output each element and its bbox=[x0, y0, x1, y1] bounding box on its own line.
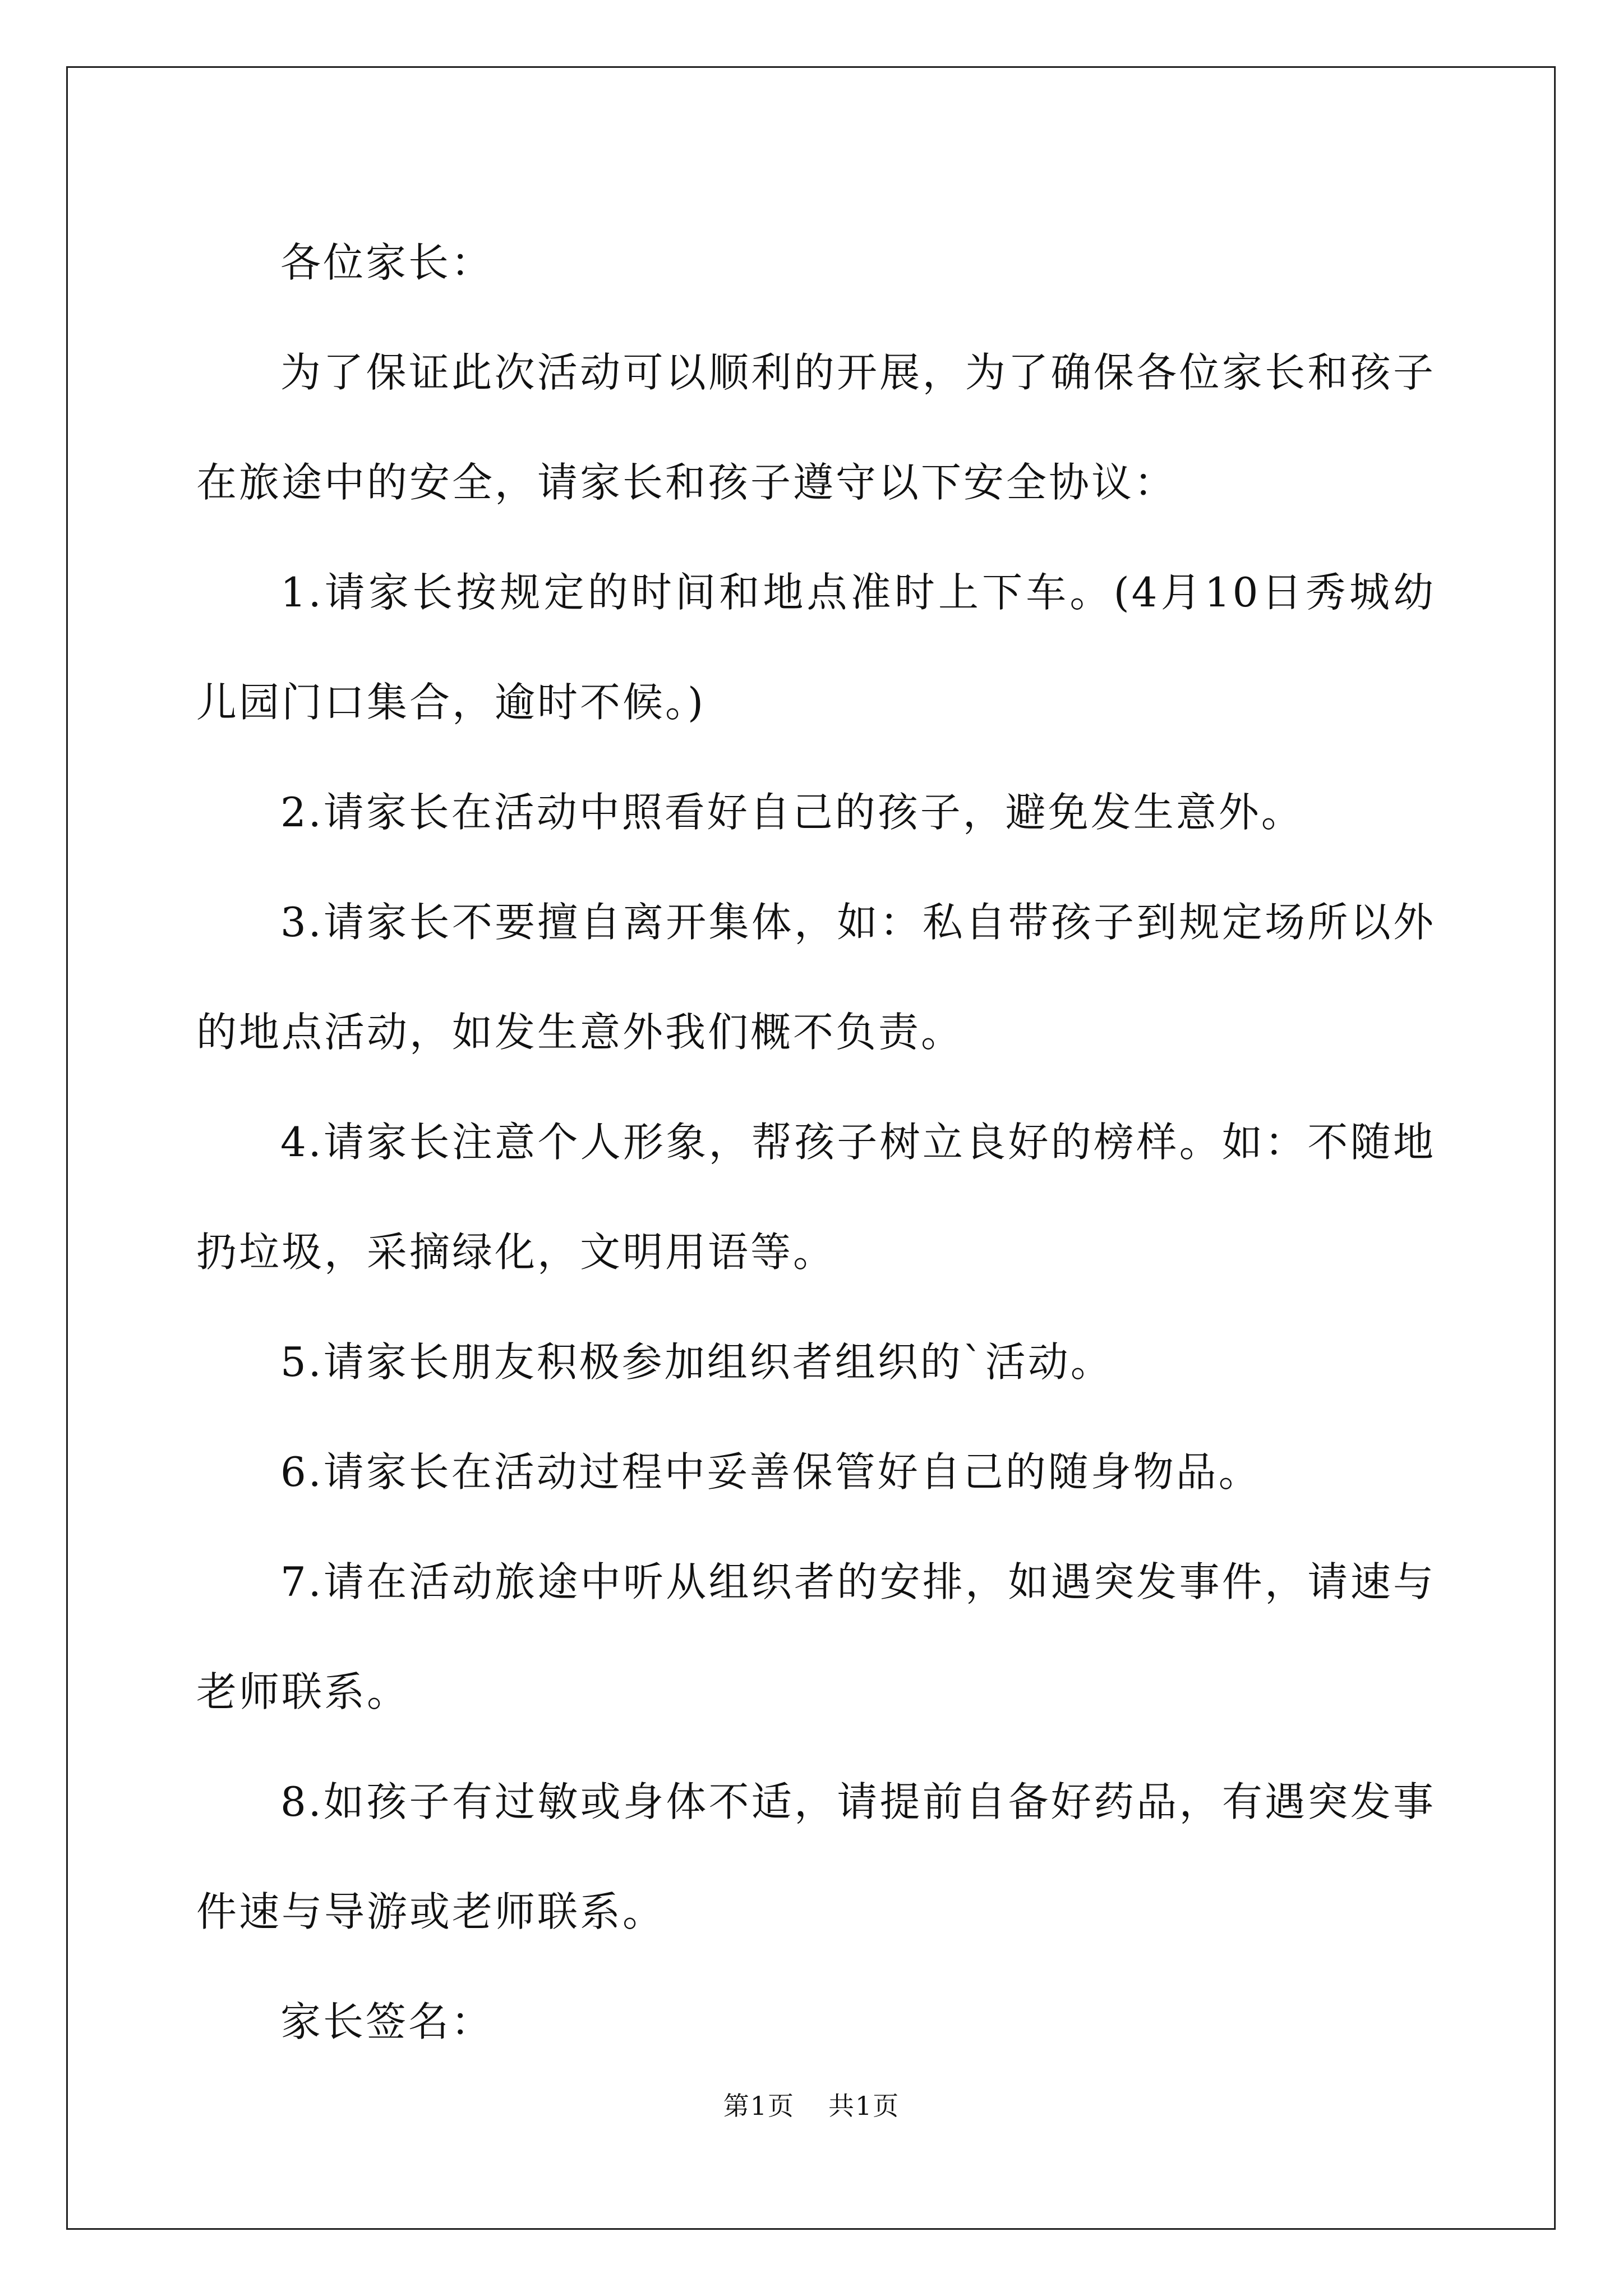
agreement-item-6: 6.请家长在活动过程中妥善保管好自己的随身物品。 bbox=[280, 1448, 1261, 1496]
agreement-item-1: 1.请家长按规定的时间和地点准时上下车。(4月10日秀城幼儿园门口集合，逾时不候。) bbox=[196, 569, 1436, 726]
agreement-item-2: 2.请家长在活动中照看好自己的孩子，避免发生意外。 bbox=[280, 789, 1304, 836]
intro-paragraph: 为了保证此次活动可以顺利的开展，为了确保各位家长和孩子在旅途中的安全，请家长和孩子遵守以下安全协议： bbox=[196, 349, 1436, 506]
agreement-item-3: 3.请家长不要擅自离开集体，如：私自带孩子到规定场所以外的地点活动，如发生意外我们概不负责。 bbox=[196, 899, 1436, 1056]
document-body bbox=[196, 208, 1436, 2077]
agreement-item-5: 5.请家长朋友积极参加组织者组织的`活动。 bbox=[280, 1338, 1113, 1386]
page-footer bbox=[0, 2086, 1623, 2123]
agreement-item-4: 4.请家长注意个人形象，帮孩子树立良好的榜样。如：不随地扔垃圾，采摘绿化，文明用语等。 bbox=[196, 1119, 1436, 1276]
page-total: 共1页 bbox=[828, 2091, 900, 2121]
signature-label: 家长签名： bbox=[280, 1998, 494, 2045]
page-current: 第1页 bbox=[723, 2091, 795, 2121]
agreement-item-8: 8.如孩子有过敏或身体不适，请提前自备好药品，有遇突发事件速与导游或老师联系。 bbox=[196, 1778, 1436, 1935]
salutation: 各位家长： bbox=[280, 239, 494, 286]
agreement-item-7: 7.请在活动旅途中听从组织者的安排，如遇突发事件，请速与老师联系。 bbox=[196, 1558, 1436, 1715]
